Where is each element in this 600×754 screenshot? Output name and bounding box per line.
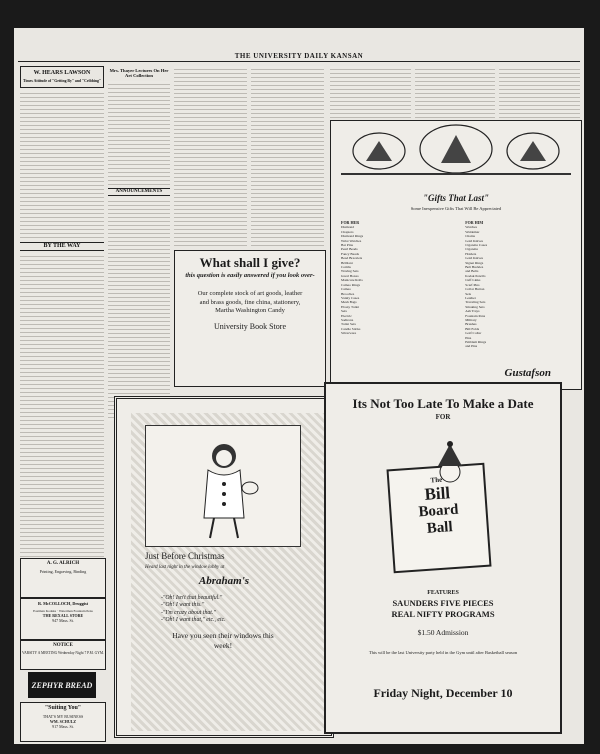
schulz-address: 917 Mass. St. bbox=[52, 724, 74, 729]
for-her-item: Vanity Cases bbox=[341, 295, 360, 300]
mccolloch-ad bbox=[20, 598, 106, 640]
quote-1: -"Oh! Isn't that beautiful." bbox=[161, 595, 223, 601]
for-him-item: Leather Traveling Sets bbox=[465, 295, 486, 305]
ball-title: Its Not Too Late To Make a Date bbox=[352, 396, 534, 411]
christmas-closing: Have you seen their windows this week! bbox=[172, 631, 274, 650]
for-her-item: Diamond Rings bbox=[341, 234, 364, 239]
announcements-heading: ANNOUNCEMENTS bbox=[108, 188, 170, 196]
quote-2: -"Oh! I want this." bbox=[161, 602, 205, 609]
sign-line-4: Ball bbox=[426, 519, 454, 537]
schulz-ad bbox=[20, 702, 106, 742]
sign-line-3: Board bbox=[417, 501, 460, 521]
for-him-item: Military Brushes bbox=[465, 317, 477, 327]
columns-3-4-text bbox=[174, 66, 324, 246]
rexall-label: THE REXALL STORE bbox=[42, 613, 84, 619]
for-him-item: Emblem Rings and Pins bbox=[465, 339, 487, 349]
for-her-item: Electric Sadirons bbox=[341, 313, 354, 322]
christmas-line1: Heard last night in the window lobby at bbox=[145, 565, 225, 570]
gifts-lists bbox=[331, 221, 581, 349]
masthead: THE UNIVERSITY DAILY KANSAN bbox=[234, 52, 364, 60]
abrahams-store-name: Abraham's bbox=[198, 575, 250, 587]
for-her-item: Toilet Sets bbox=[341, 322, 356, 327]
col1-article-text bbox=[20, 90, 104, 240]
ball-admission: $1.50 Admission bbox=[417, 628, 469, 637]
col1-subhead: Times Attitude of "Getting By" and "Cribbing" bbox=[23, 79, 101, 83]
for-him-item: Kodak Pencils bbox=[465, 273, 486, 278]
abrahams-ad bbox=[114, 396, 334, 738]
bill-board-ball-ad bbox=[324, 382, 562, 734]
for-him-item: Watches bbox=[465, 225, 477, 230]
ball-band: SAUNDERS FIVE PIECES bbox=[392, 598, 494, 608]
for-her-item: Bar Pins bbox=[341, 243, 353, 248]
columns-5-6-text bbox=[330, 66, 580, 118]
mccolloch-address: 947 Mass. St. bbox=[52, 618, 74, 624]
quote-4: -"Oh! I want that," etc., etc. bbox=[161, 617, 226, 624]
clown-illustration bbox=[145, 425, 301, 547]
announcements-text bbox=[108, 198, 170, 421]
for-him-item: Collar Button Sets bbox=[465, 287, 485, 296]
quote-3: -"I'm crazy about that." bbox=[161, 609, 216, 616]
ball-note: This will be the last University party held in the Gym until after Basketball season bbox=[368, 650, 518, 655]
for-her-item: Manicure Rolls bbox=[341, 278, 363, 283]
notice-title: NOTICE bbox=[53, 643, 73, 648]
for-him-item: Cigarette Holders bbox=[465, 247, 479, 256]
for-him-heading: FOR HIM bbox=[465, 220, 484, 225]
alrich-title: A. G. ALRICH bbox=[46, 561, 80, 566]
for-her-item: Bead Bracelets bbox=[341, 256, 363, 261]
for-her-list bbox=[341, 221, 447, 349]
jester-illustration bbox=[420, 440, 480, 500]
for-him-item: Bill Folds bbox=[465, 326, 480, 331]
col2-article-text bbox=[108, 81, 170, 186]
schulz-name: WM. SCHULZ bbox=[49, 719, 77, 724]
gifts-subtitle: Some Inexpensive Gifts That Will Be Appreciated bbox=[410, 206, 502, 211]
newspaper-page bbox=[14, 28, 584, 744]
ball-programs: REAL NIFTY PROGRAMS bbox=[391, 609, 495, 619]
for-him-item: Smoking Sets bbox=[465, 304, 485, 309]
alrich-ad bbox=[20, 558, 106, 598]
mccolloch-title: R. McCOLLOCH, Druggist bbox=[37, 601, 88, 606]
masthead-rule bbox=[18, 61, 580, 62]
for-her-item: Silverware bbox=[341, 331, 357, 336]
notice-ad bbox=[20, 640, 106, 670]
for-him-item: Fountain Pens bbox=[465, 313, 486, 318]
what-body: Our complete stock of art goods, leather and brass goods, fine china, stationery, Martha Washington Candy bbox=[197, 290, 303, 314]
for-her-item: Brilliant Combs bbox=[341, 260, 353, 270]
for-him-item: Scarf Pins bbox=[465, 282, 480, 287]
for-him-item: Signet Rings bbox=[465, 260, 484, 265]
gustafson-ad bbox=[330, 120, 582, 390]
alrich-body: Printing, Engraving, Binding bbox=[39, 569, 87, 574]
for-her-item: Jewel Boxes bbox=[341, 273, 359, 278]
for-him-item: Belt Buckles and Belts bbox=[465, 265, 484, 274]
notice-body: VARSITY A MEETING Wednesday Night 7 P.M. GYM. bbox=[22, 651, 104, 655]
sign-line-1: The bbox=[430, 475, 443, 485]
for-him-item: Gold Knives bbox=[465, 256, 483, 261]
by-the-way-text bbox=[20, 253, 104, 561]
by-the-way-heading: BY THE WAY bbox=[20, 242, 104, 251]
lamps-illustration bbox=[331, 121, 581, 193]
for-him-item: Gold Knives bbox=[465, 238, 483, 243]
suiting-title: "Suiting You" bbox=[44, 705, 82, 711]
christmas-title: Just Before Christmas bbox=[145, 551, 225, 561]
zephyr-bread-ad bbox=[28, 672, 96, 698]
column-1 bbox=[20, 66, 104, 561]
zephyr-label: ZEPHYR BREAD bbox=[31, 680, 93, 690]
book-store-ad bbox=[174, 250, 326, 387]
ball-date: Friday Night, December 10 bbox=[373, 686, 513, 700]
col2-headline: Mrs. Thayer Lectures On Her Art Collection bbox=[109, 68, 169, 79]
for-him-item: Ash Trays bbox=[465, 309, 480, 314]
university-book-store: University Book Store bbox=[214, 321, 286, 331]
for-her-item: Ebony Toilet Sets bbox=[341, 304, 360, 314]
what-subtitle: this question is easily answered if you look over- bbox=[185, 272, 315, 279]
column-2 bbox=[108, 66, 170, 421]
suiting-body: THAT'S MY BUSINESS bbox=[42, 714, 84, 719]
ball-features: FEATURES bbox=[427, 590, 459, 596]
for-her-item: Diamond Chapters bbox=[341, 225, 355, 234]
sign-line-2: Bill bbox=[423, 483, 451, 504]
for-her-item: Mesh Bags bbox=[341, 300, 357, 305]
for-her-item: Cameo Rings bbox=[341, 282, 360, 287]
for-her-item: Wrist Watches bbox=[341, 238, 362, 243]
gustafson-signature: Gustafson bbox=[504, 367, 551, 379]
ball-for: FOR bbox=[435, 413, 451, 421]
for-her-item: Fancy Beads bbox=[341, 251, 359, 256]
for-him-item: Cuff Links bbox=[465, 278, 481, 283]
for-him-item: Cigarette Cases bbox=[465, 243, 488, 248]
for-her-item: Cameo Brooches bbox=[341, 287, 355, 296]
for-him-list bbox=[465, 221, 571, 349]
what-shall-i-give-title: What shall I give? bbox=[199, 255, 301, 270]
for-him-item: Golf Collar Pins bbox=[465, 331, 482, 340]
christmas-quotes bbox=[161, 595, 301, 625]
col1-headline: W. HEARS LAWSON bbox=[33, 70, 91, 76]
for-her-item: Waving Sets bbox=[341, 269, 359, 274]
mccolloch-body: Eastman Kodaks · Waterman Fountain Pens bbox=[33, 609, 93, 613]
for-her-item: Pearl Beads bbox=[341, 247, 358, 252]
for-her-heading: FOR HER bbox=[341, 220, 360, 225]
for-him-item: Waldemar Chains bbox=[465, 229, 480, 239]
gifts-title: "Gifts That Last" bbox=[423, 193, 489, 203]
for-her-item: Candle Sticks bbox=[341, 326, 361, 331]
